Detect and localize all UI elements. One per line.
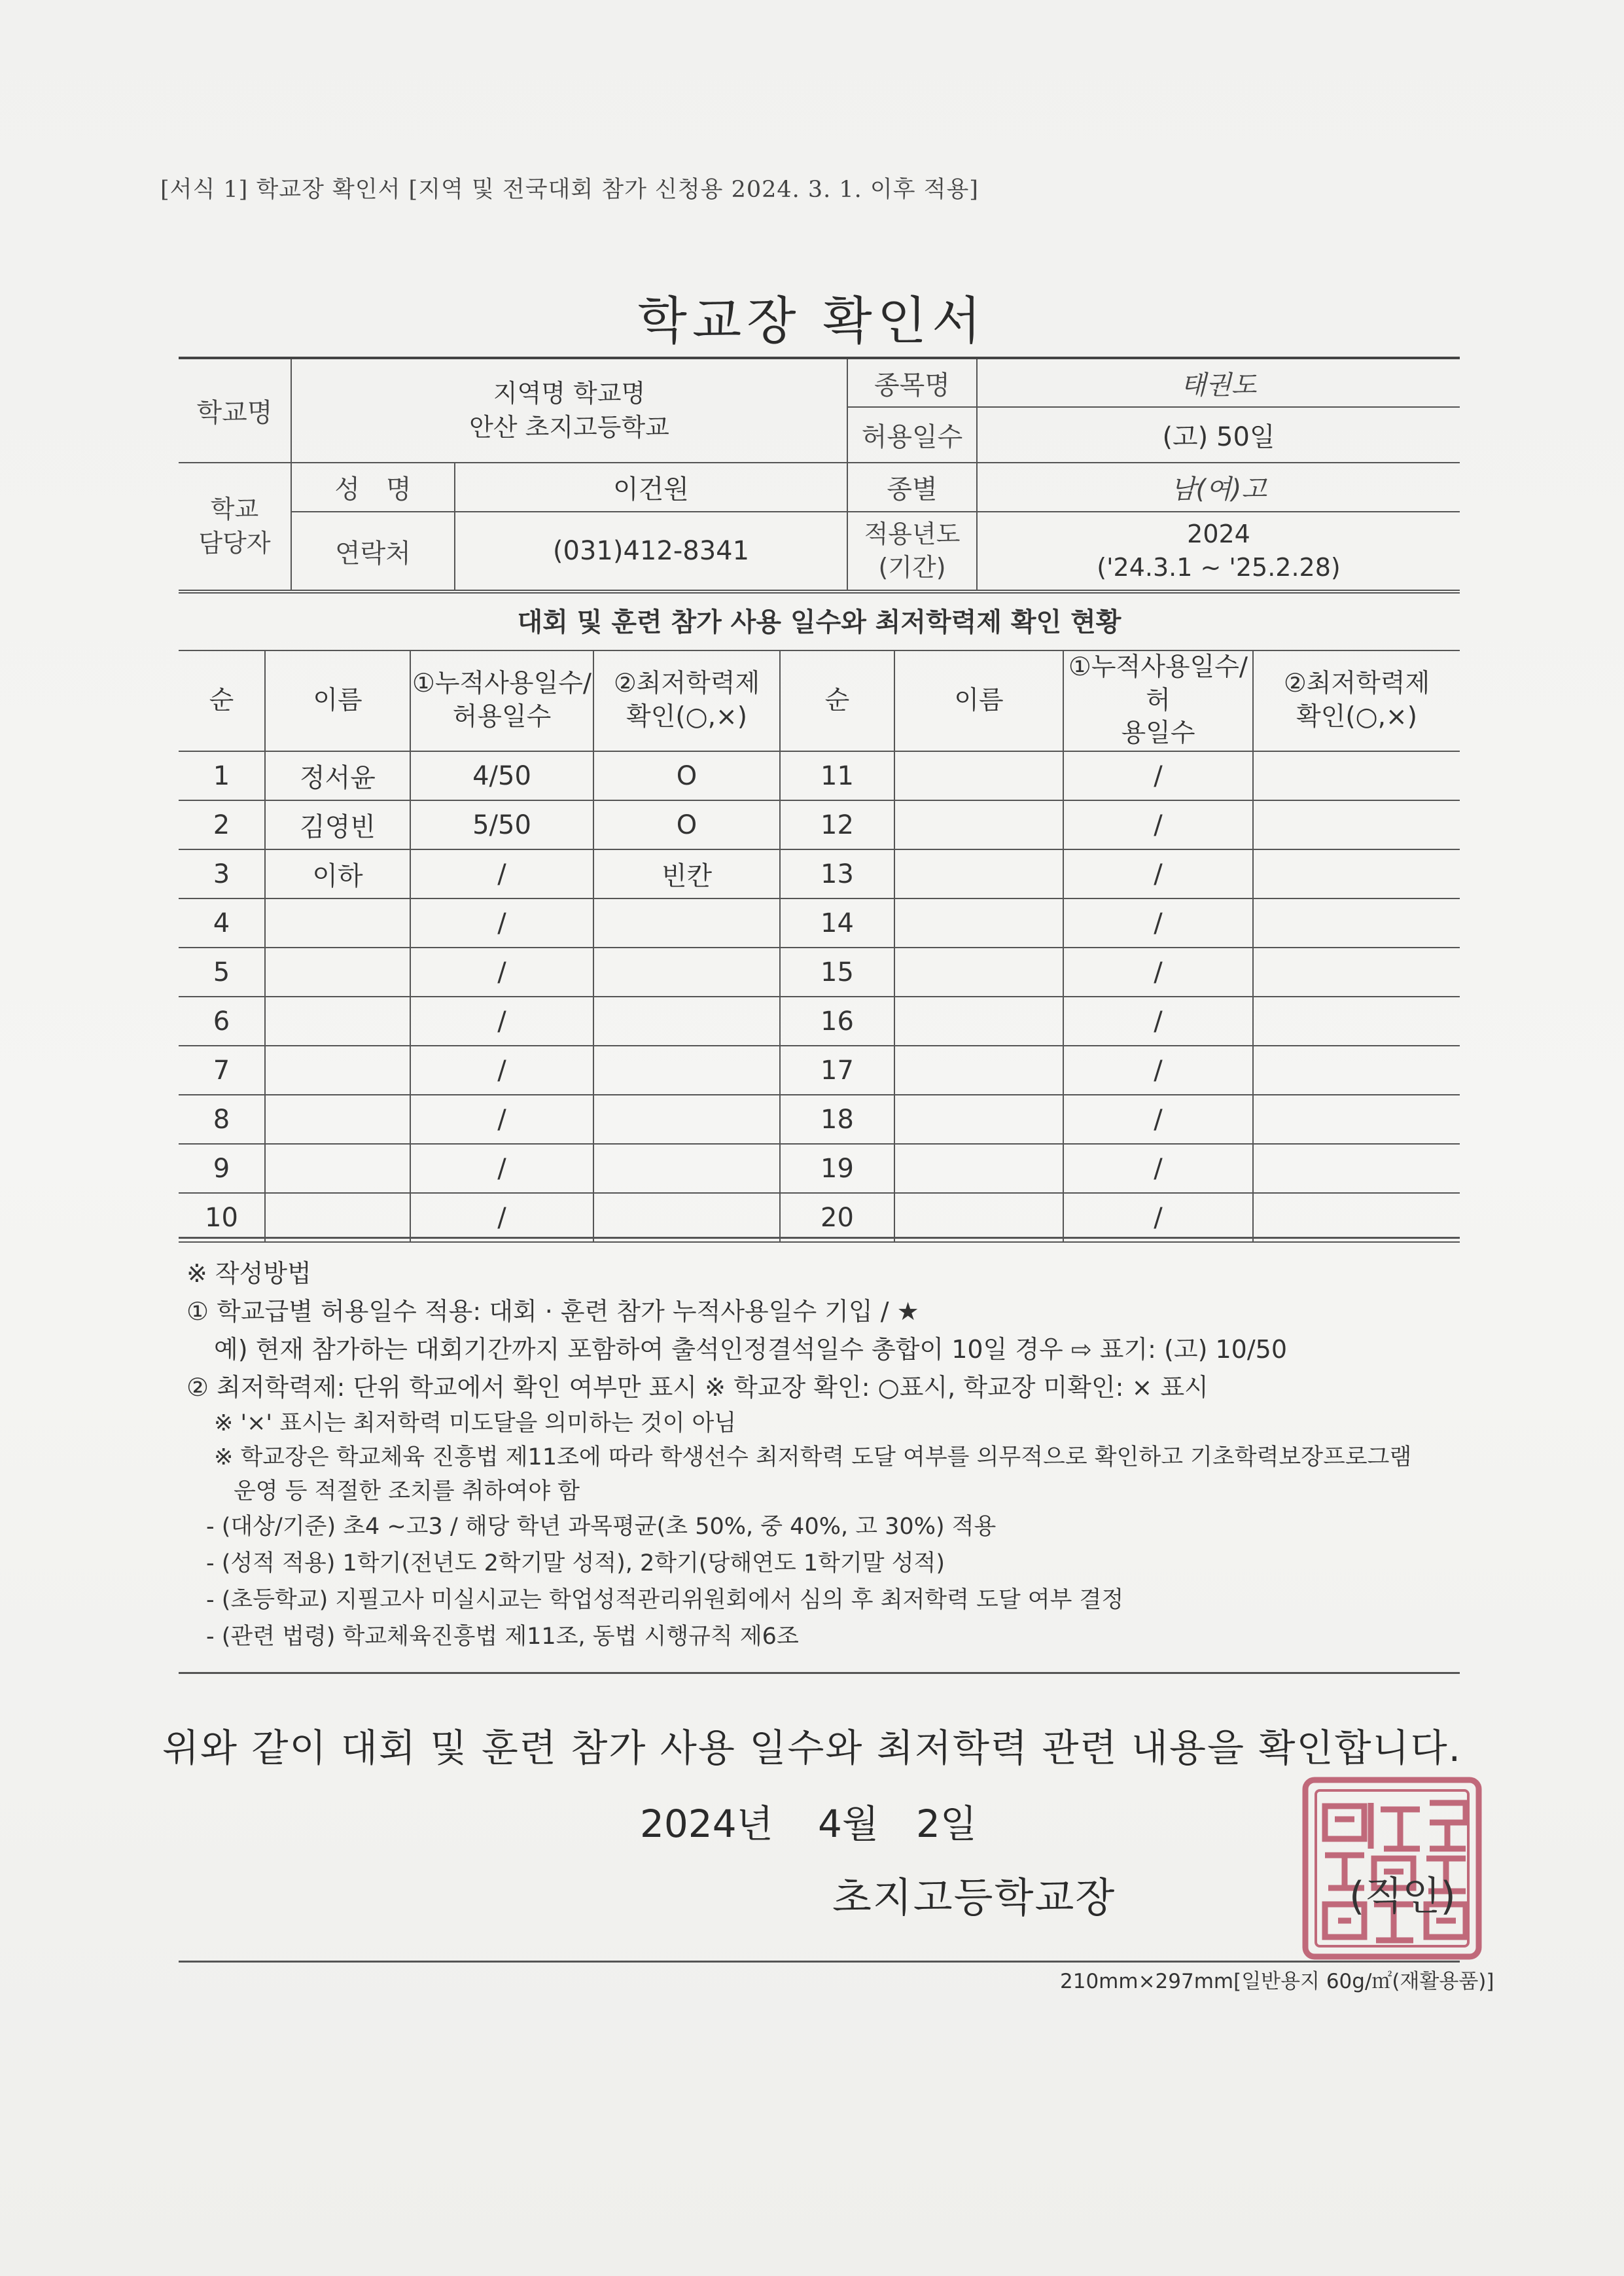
row-check [593,1144,780,1193]
row-name [265,1144,410,1193]
row-days-2: / [1063,1095,1253,1144]
manager-label [179,463,291,590]
detail-1: - (대상/기준) 초4 ~고3 / 해당 학년 과목평균(초 50%, 중 40%, 고 30%) 적용 [206,1514,997,1540]
row-name-2 [894,948,1063,997]
table-caption: 대회 및 훈련 참가 사용 일수와 최저학력제 확인 현황 [179,592,1460,651]
row-check-2 [1253,997,1460,1046]
date-day: 2일 [916,1802,977,1846]
row-check-2 [1253,1095,1460,1144]
row-no-2: 15 [780,948,894,997]
school-line-1: 지역명 학교명 [493,379,646,408]
row-name [265,997,410,1046]
header-check: ②최저학력제 확인(○,×) [593,650,780,751]
row-name: 정서윤 [265,751,410,800]
contact-label: 연락처 [291,512,455,590]
header-no: 순 [179,650,265,751]
event-label: 종목명 [847,358,977,407]
row-days: / [410,997,593,1046]
year-label-1: 적용년도 [864,519,961,548]
confirmation-text: 위와 같이 대회 및 훈련 참가 사용 일수와 최저학력 관련 내용을 확인합니다. [162,1726,1462,1770]
note-2: ② 최저학력제: 단위 학교에서 확인 여부만 표시 ※ 학교장 확인: ○표시, 학교장 미확인: × 표시 [186,1373,1209,1402]
row-no: 2 [179,800,265,849]
school-name-cell [291,358,847,463]
table-row [179,948,1460,997]
row-days: / [410,1046,593,1095]
row-check: O [593,751,780,800]
detail-2: - (성적 적용) 1학기(전년도 2학기말 성적), 2학기(당해연도 1학기말 성적) [206,1550,945,1576]
row-no-2: 16 [780,997,894,1046]
header-check-2: ②최저학력제 확인(○,×) [1253,650,1460,751]
row-name-2 [894,751,1063,800]
notes-bottom-rule [179,1672,1460,1674]
row-days: / [410,849,593,898]
row-no: 10 [179,1193,265,1242]
row-days-2: / [1063,898,1253,948]
date-year: 2024년 [640,1802,773,1846]
note-2a: ※ '×' 표시는 최저학력 미도달을 의미하는 것이 아님 [214,1410,737,1436]
form-label: [서식 1] 학교장 확인서 [지역 및 전국대회 참가 신청용 2024. 3. 1. 이후 적용] [160,177,979,203]
header-name-2: 이름 [894,650,1063,751]
manager-label-1: 학교 [210,495,259,524]
note-1-example: 예) 현재 참가하는 대회기간까지 포함하여 출석인정결석일수 총합이 10일 경우 ⇨ 표기: (고) 10/50 [214,1335,1288,1364]
row-days-2: / [1063,1193,1253,1242]
year-value: 2024 [1187,519,1250,548]
table-bottom-rule [179,1237,1460,1239]
note-1: ① 학교급별 허용일수 적용: 대회 · 훈련 참가 누적사용일수 기입 / ★ [186,1297,919,1326]
row-no: 4 [179,898,265,948]
table-row [179,1095,1460,1144]
row-check-2 [1253,800,1460,849]
row-name [265,1095,410,1144]
detail-3: - (초등학교) 지필고사 미실시교는 학업성적관리위원회에서 심의 후 최저학력 도달 여부 결정 [206,1587,1124,1613]
row-name-2 [894,1144,1063,1193]
table-row [179,997,1460,1046]
row-days: 4/50 [410,751,593,800]
row-no-2: 12 [780,800,894,849]
table-row [179,751,1460,800]
row-check [593,1095,780,1144]
period-value: ('24.3.1 ~ '25.2.28) [1097,553,1341,582]
row-days-2: / [1063,1144,1253,1193]
name-label: 성 명 [291,463,455,512]
row-check: 빈칸 [593,849,780,898]
row-days-2: / [1063,1046,1253,1095]
row-check-2 [1253,1046,1460,1095]
row-no-2: 13 [780,849,894,898]
row-no: 5 [179,948,265,997]
row-no-2: 14 [780,898,894,948]
header-name: 이름 [265,650,410,751]
row-days: / [410,898,593,948]
row-days-2: / [1063,997,1253,1046]
note-2c: 운영 등 적절한 조치를 취하여야 함 [234,1478,580,1504]
row-check-2 [1253,1144,1460,1193]
principal-name: 초지고등학교장 [832,1874,1116,1921]
gender-value: 남(여)고 [977,463,1460,512]
note-2b: ※ 학교장은 학교체육 진흥법 제11조에 따라 학생선수 최저학력 도달 여부를 의무적으로 확인하고 기초학력보장프로그램 [214,1444,1412,1470]
row-no: 7 [179,1046,265,1095]
row-no: 8 [179,1095,265,1144]
paper-spec: 210mm×297mm[일반용지 60g/㎡(재활용품)] [1060,1970,1494,1993]
row-days-2: / [1063,849,1253,898]
row-no: 9 [179,1144,265,1193]
row-check-2 [1253,948,1460,997]
row-check-2 [1253,751,1460,800]
row-check [593,1046,780,1095]
header-days-2: ①누적사용일수/허 용일수 [1063,650,1253,751]
detail-4: - (관련 법령) 학교체육진흥법 제11조, 동법 시행규칙 제6조 [206,1624,799,1650]
table-row [179,1144,1460,1193]
row-no: 6 [179,997,265,1046]
row-name-2 [894,800,1063,849]
row-check [593,898,780,948]
row-check [593,948,780,997]
footer-rule [179,1961,1460,1963]
row-days: / [410,1144,593,1193]
row-days: / [410,1193,593,1242]
year-label-2: (기간) [878,553,946,582]
contact-value: (031)412-8341 [455,512,847,590]
table-row [179,1193,1460,1242]
table-header-row [179,650,1460,751]
info-table [179,357,1460,591]
allowed-days-value: (고) 50일 [977,407,1460,463]
row-no: 3 [179,849,265,898]
row-days: 5/50 [410,800,593,849]
year-cell [977,512,1460,590]
row-name-2 [894,898,1063,948]
row-check-2 [1253,1193,1460,1242]
row-no-2: 19 [780,1144,894,1193]
row-name [265,1046,410,1095]
event-value: 태권도 [977,358,1460,407]
row-name: 이하 [265,849,410,898]
table-row [179,898,1460,948]
row-name: 김영빈 [265,800,410,849]
allowed-days-label: 허용일수 [847,407,977,463]
year-label [847,512,977,590]
row-name-2 [894,1193,1063,1242]
name-value: 이건원 [455,463,847,512]
notes-heading: ※ 작성방법 [186,1259,311,1288]
school-line-2: 안산 초지고등학교 [469,412,669,442]
header-no-2: 순 [780,650,894,751]
row-check: O [593,800,780,849]
row-name [265,948,410,997]
row-no-2: 11 [780,751,894,800]
row-name [265,1193,410,1242]
table-row [179,1046,1460,1095]
row-days-2: / [1063,948,1253,997]
row-no-2: 18 [780,1095,894,1144]
row-name-2 [894,849,1063,898]
row-days-2: / [1063,800,1253,849]
row-days: / [410,1095,593,1144]
table-row [179,800,1460,849]
row-days: / [410,948,593,997]
row-name-2 [894,1046,1063,1095]
row-check [593,1193,780,1242]
usage-table [179,650,1460,1243]
row-check [593,997,780,1046]
school-label: 학교명 [179,358,291,463]
gender-label: 종별 [847,463,977,512]
date-month: 4월 [818,1802,879,1846]
row-days-2: / [1063,751,1253,800]
row-check-2 [1253,898,1460,948]
row-name-2 [894,997,1063,1046]
row-no-2: 17 [780,1046,894,1095]
row-name-2 [894,1095,1063,1144]
page-title: 학교장 확인서 [637,292,987,351]
seal-label: (직인) [1349,1874,1456,1919]
row-name [265,898,410,948]
row-no-2: 20 [780,1193,894,1242]
table-row [179,849,1460,898]
header-days: ①누적사용일수/ 허용일수 [410,650,593,751]
row-check-2 [1253,849,1460,898]
manager-label-2: 담당자 [198,528,271,558]
row-no: 1 [179,751,265,800]
